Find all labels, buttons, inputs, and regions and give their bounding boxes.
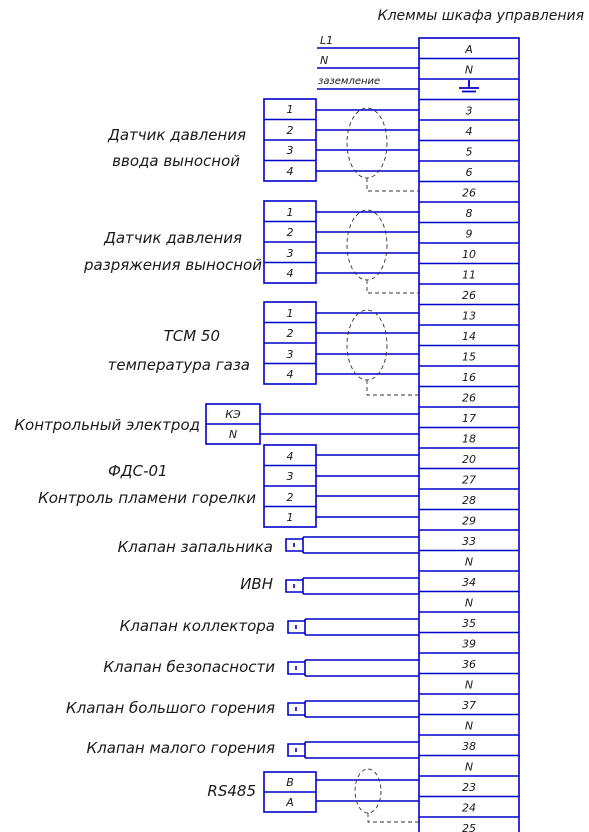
flame-label: Контроль пламени горелки xyxy=(38,489,256,507)
pressure-sensor-input xyxy=(107,99,419,191)
valve-safety xyxy=(103,658,419,676)
sensor1-pin: 2 xyxy=(286,124,294,137)
sensor3-label: температура газа xyxy=(107,356,250,374)
electrode-pin: N xyxy=(228,428,238,441)
sensor2-label: разряжения выносной xyxy=(84,256,262,274)
pressure-sensor-vacuum xyxy=(83,201,419,293)
flame-sensor xyxy=(38,445,419,527)
sensor2-pin: 3 xyxy=(286,247,294,260)
sensor3-pin: 4 xyxy=(286,368,294,381)
valve-label: Клапан малого горения xyxy=(86,739,275,757)
terminal-label: 29 xyxy=(462,514,476,528)
terminal-label: 3 xyxy=(465,104,473,118)
valve-ivn xyxy=(240,575,419,594)
terminal-label: 18 xyxy=(462,432,476,446)
electrode-label: Контрольный электрод xyxy=(14,416,200,434)
terminal-label: 26 xyxy=(462,289,476,302)
sensor3-label: ТСМ 50 xyxy=(163,327,220,345)
shield-drain xyxy=(368,813,419,822)
terminal-label: 16 xyxy=(462,371,476,384)
sensor3-pin: 1 xyxy=(286,307,294,320)
terminal-label: 17 xyxy=(462,412,476,425)
cable-shield xyxy=(347,310,387,380)
rs485-pin: A xyxy=(286,796,294,809)
valve-high-fire xyxy=(66,699,419,717)
terminal-label: 5 xyxy=(465,145,473,159)
terminal-label: N xyxy=(464,760,474,774)
sensor2-label: Датчик давления xyxy=(104,229,242,247)
terminal-label: A xyxy=(465,43,473,56)
terminal-label: 28 xyxy=(462,494,476,507)
shield-drain xyxy=(367,380,419,395)
sensor1-pin: 1 xyxy=(286,103,294,116)
flame-pin: 3 xyxy=(286,470,294,483)
shield-drain xyxy=(367,280,419,293)
power-inputs xyxy=(317,34,419,89)
valve-label: Клапан запальника xyxy=(117,538,273,556)
terminal-label: 23 xyxy=(462,781,476,794)
coil-icon xyxy=(288,619,419,635)
shield-drain xyxy=(367,178,419,191)
n-label: N xyxy=(320,54,329,67)
terminal-label: 38 xyxy=(462,740,476,753)
cable-shield xyxy=(347,108,387,178)
sensor3-pin: 2 xyxy=(286,327,294,340)
coil-icon xyxy=(288,660,419,676)
sensor2-pin: 4 xyxy=(286,267,294,280)
terminal-label: N xyxy=(464,596,474,610)
ground-label: заземление xyxy=(318,76,381,87)
terminal-label: 10 xyxy=(462,248,476,261)
temperature-sensor xyxy=(108,302,419,395)
sensor1-label: Датчик давления xyxy=(108,126,246,144)
flame-label: ФДС-01 xyxy=(108,462,168,480)
terminal-label: 26 xyxy=(462,391,476,405)
sensor1-label: ввода выносной xyxy=(112,152,240,170)
sensor3-pin: 3 xyxy=(286,348,294,361)
flame-pin: 2 xyxy=(286,491,294,504)
terminal-label: N xyxy=(464,555,474,569)
terminal-label: 11 xyxy=(462,268,476,282)
sensor2-pin: 2 xyxy=(286,226,294,239)
valve-low-fire xyxy=(87,739,420,758)
rs485-pin: B xyxy=(286,776,294,789)
terminal-label: N xyxy=(464,63,474,77)
terminal-label: 26 xyxy=(462,186,476,200)
terminal-label: 6 xyxy=(465,166,473,179)
terminal-label: 34 xyxy=(462,576,476,589)
terminal-label: 24 xyxy=(462,801,476,815)
terminal-label: 35 xyxy=(462,617,476,630)
flame-pin: 4 xyxy=(286,450,294,463)
rs485-interface xyxy=(207,769,419,822)
terminal-label: 4 xyxy=(465,125,473,138)
control-electrode xyxy=(14,404,419,444)
terminal-label: 14 xyxy=(462,330,476,343)
terminal-label: 37 xyxy=(462,699,476,712)
rs485-label: RS485 xyxy=(207,782,256,800)
sensor1-pin: 3 xyxy=(286,144,294,157)
flame-pin: 1 xyxy=(286,511,294,524)
terminal-label: 25 xyxy=(462,822,476,832)
valve-label: ИВН xyxy=(240,575,273,593)
coil-icon xyxy=(288,701,419,717)
diagram-title: Клеммы шкафа управления xyxy=(377,8,584,24)
coil-icon xyxy=(286,578,419,594)
terminal-label: 39 xyxy=(462,637,476,651)
terminal-label: 15 xyxy=(462,350,476,364)
valve-label: Клапан безопасности xyxy=(103,658,275,676)
terminal-label: 9 xyxy=(465,227,473,241)
terminal-label: 36 xyxy=(462,658,476,671)
valve-label: Клапан большого горения xyxy=(66,699,275,717)
sensor1-pin: 4 xyxy=(286,165,294,178)
terminal-label: 8 xyxy=(465,207,473,220)
terminal-label: 33 xyxy=(462,535,476,548)
terminal-label: 27 xyxy=(462,473,476,487)
terminal-label: 13 xyxy=(462,309,476,323)
valve-collector xyxy=(120,617,419,635)
valve-ignition xyxy=(118,537,419,556)
cable-shield xyxy=(347,210,387,280)
sensor2-pin: 1 xyxy=(286,206,294,219)
terminal-label: 20 xyxy=(462,453,476,466)
cable-shield xyxy=(355,769,381,813)
terminal-label: N xyxy=(464,678,474,692)
coil-icon xyxy=(288,742,419,758)
terminal-label: N xyxy=(464,719,474,733)
l1-label: L1 xyxy=(320,34,334,47)
valve-label: Клапан коллектора xyxy=(119,617,275,635)
coil-icon xyxy=(286,537,419,553)
electrode-pin: КЭ xyxy=(225,408,241,421)
